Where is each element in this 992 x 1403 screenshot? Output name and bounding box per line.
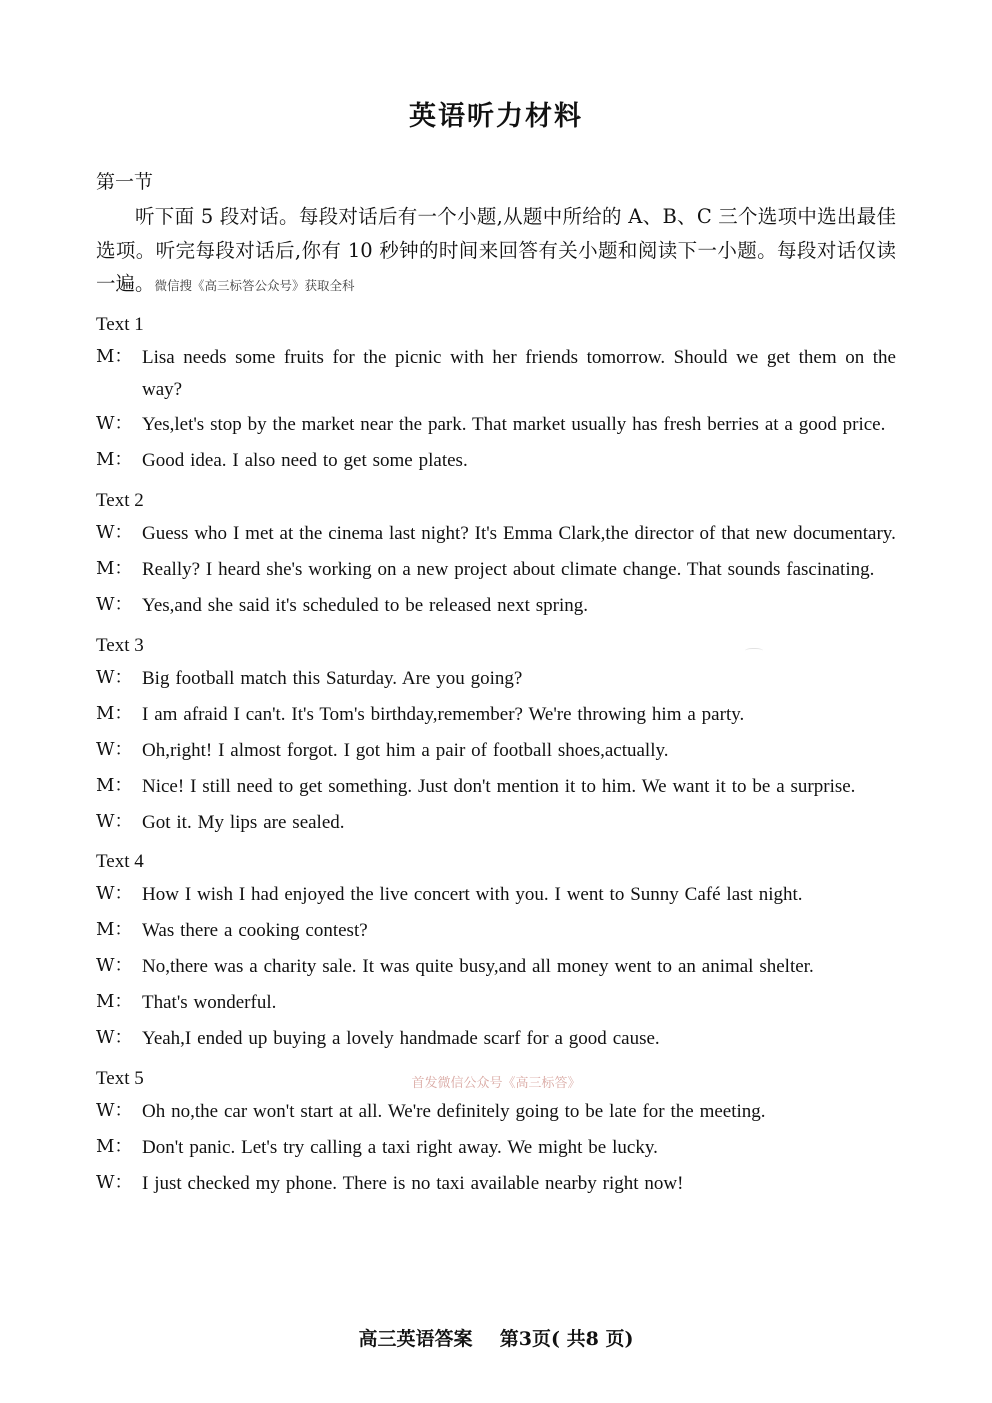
speaker-label: W：: [96, 594, 133, 616]
utterance-text: Don't panic. Let's try calling a taxi right away. We might be lucky.: [142, 1136, 658, 1158]
page-title: 英语听力材料: [409, 101, 583, 132]
dialogue-line: [96, 1023, 896, 1055]
utterance-text: Yes,and she said it's scheduled to be released next spring.: [142, 595, 589, 617]
dialogue-line: [96, 554, 896, 586]
speaker-label: M：: [96, 774, 133, 796]
utterance-text: Guess who I met at the cinema last night? It's Emma Clark,the director of that new documentary.: [142, 523, 896, 545]
speaker-label: M：: [96, 449, 133, 471]
utterance-text: Really? I heard she's working on a new project about climate change. That sounds fascinating.: [142, 559, 875, 581]
speaker-label: W：: [96, 413, 133, 435]
dialogue-line: [96, 663, 896, 695]
text-heading: Text 5: [96, 1068, 144, 1089]
utterance-text: How I wish I had enjoyed the live concert with you. I went to Sunny Café last night.: [142, 884, 803, 906]
utterance-text: Yes,let's stop by the market near the park. That market usually has fresh berries at a good price.: [142, 414, 886, 436]
dialogue-line: [96, 1096, 896, 1128]
utterance-text: That's wonderful.: [142, 992, 277, 1014]
dialogue-line: [96, 409, 896, 441]
footer-page-number: 第3页( 共8 页): [499, 1328, 634, 1350]
speaker-label: M：: [96, 558, 133, 580]
utterance-text: No,there was a charity sale. It was quite busy,and all money went to an animal shelter.: [142, 956, 814, 978]
speaker-label: W：: [96, 1171, 133, 1193]
page-footer: [0, 1324, 992, 1351]
dialogue-line: [96, 987, 896, 1019]
dialogue-line: [96, 879, 896, 911]
utterance-text: Big football match this Saturday. Are you going?: [142, 667, 523, 689]
utterance-text: Oh no,the car won't start at all. We're definitely going to be late for the meeting.: [142, 1101, 766, 1122]
utterance-text: I just checked my phone. There is no taxi available nearby right now!: [142, 1172, 684, 1194]
utterance-text: Was there a cooking contest?: [142, 920, 368, 942]
text-heading: Text 4: [96, 851, 144, 873]
instructions-text: 听下面 5 段对话。每段对话后有一个小题,从题中所给的 A、B、C 三个选项中选出最佳选项。听完每段对话后,你有 10 秒钟的时间来回答有关小题和阅读下一小题。每段对话仅读一遍。: [96, 205, 896, 296]
footer-left-text: 高三英语答案: [358, 1328, 473, 1350]
dialogue-line: [96, 518, 896, 550]
speaker-label: W：: [96, 522, 133, 544]
dialogue-line: [96, 771, 896, 803]
speaker-label: M：: [96, 919, 133, 941]
dialogue-line: [96, 1132, 896, 1164]
text-heading: Text 1: [96, 313, 144, 335]
speaker-label: W：: [96, 738, 133, 760]
speaker-label: W：: [96, 666, 133, 688]
text-heading: Text 2: [96, 490, 144, 512]
text-heading: Text 3: [96, 634, 144, 656]
dialogue-line: [96, 342, 896, 406]
utterance-text: Lisa needs some fruits for the picnic with her friends tomorrow. Should we get them on the way?: [142, 346, 896, 400]
utterance-text: Yeah,I ended up buying a lovely handmade scarf for a good cause.: [142, 1028, 660, 1050]
inline-watermark: 微信搜《高三标答公众号》获取全科: [154, 278, 355, 294]
dialogue-line: [96, 807, 896, 839]
dialogue-line: [96, 915, 896, 947]
dialogue-line: [96, 445, 896, 477]
dialogue-line: [96, 699, 896, 731]
speaker-label: W：: [96, 1027, 133, 1049]
utterance-text: I am afraid I can't. It's Tom's birthday,remember? We're throwing him a party.: [142, 703, 745, 725]
speaker-label: M：: [96, 991, 133, 1013]
speaker-label: W：: [96, 883, 133, 905]
speaker-label: M：: [96, 702, 133, 724]
utterance-text: Nice! I still need to get something. Just don't mention it to him. We want it to be a surprise.: [142, 775, 856, 797]
speaker-label: M：: [96, 345, 133, 367]
speaker-label: W：: [96, 810, 133, 832]
dialogue-line: [96, 951, 896, 983]
utterance-text: Oh,right! I almost forgot. I got him a pair of football shoes,actually.: [142, 739, 669, 761]
dialogue-line: [96, 1168, 896, 1200]
dialogue-line: [96, 735, 896, 767]
speaker-label: W：: [96, 1100, 133, 1121]
utterance-text: Got it. My lips are sealed.: [142, 811, 345, 833]
speaker-label: M：: [96, 1135, 133, 1157]
section-instructions: [96, 200, 896, 301]
dialogue-line: [96, 590, 896, 622]
speaker-label: W：: [96, 955, 133, 977]
utterance-text: Good idea. I also need to get some plates.: [142, 450, 468, 472]
center-watermark: 首发微信公众号《高三标答》: [411, 1076, 581, 1091]
section-label: 第一节: [96, 171, 154, 193]
